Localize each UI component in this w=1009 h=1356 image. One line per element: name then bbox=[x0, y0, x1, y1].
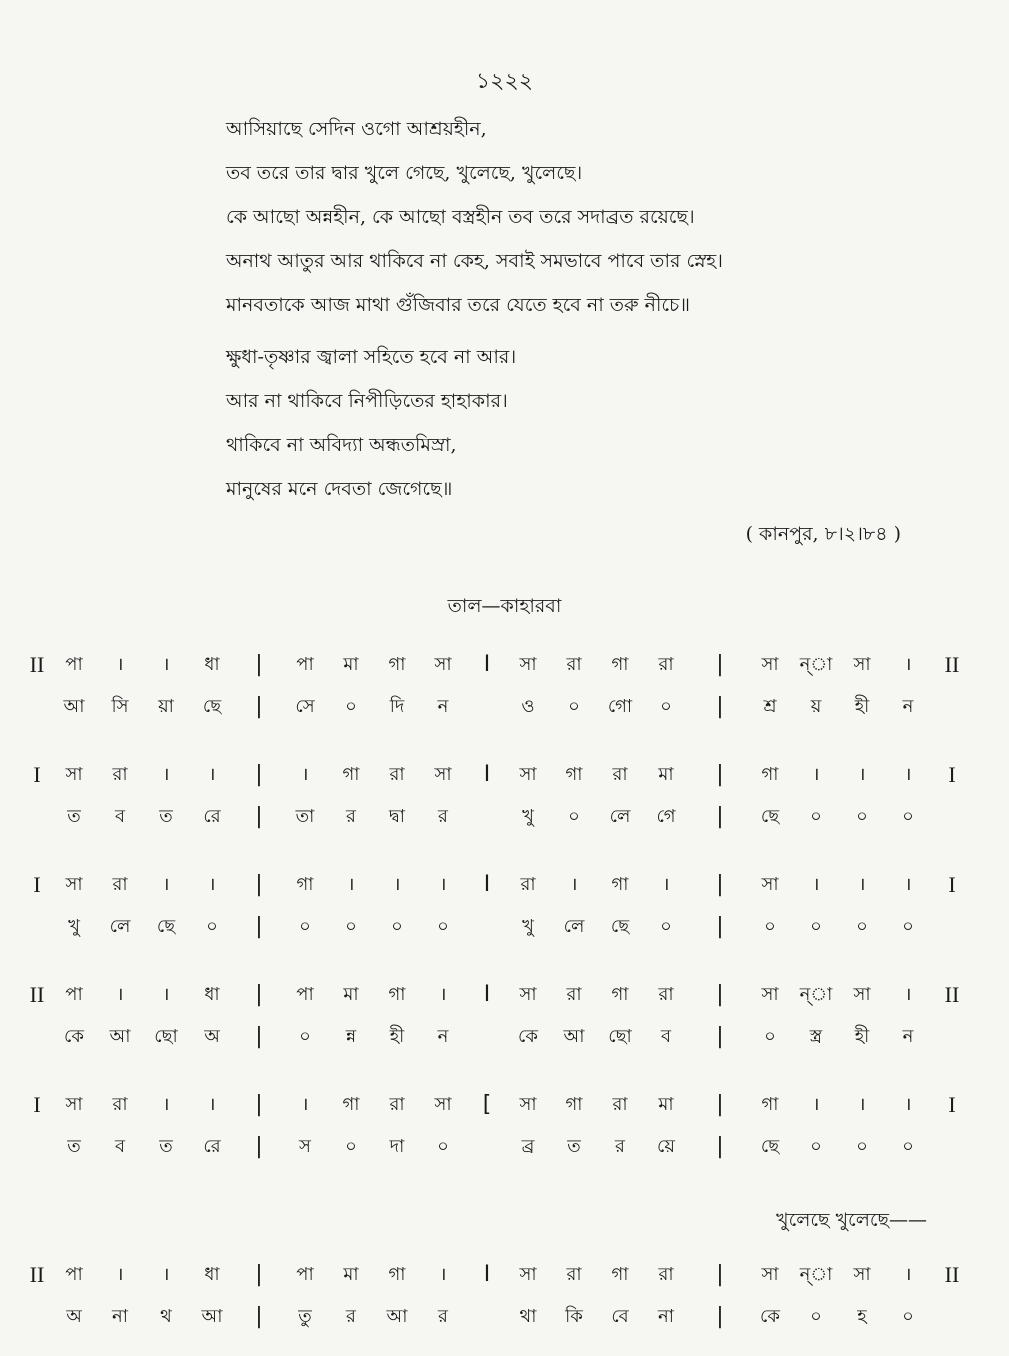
swara-note: রা bbox=[112, 1094, 128, 1115]
row-end-mark: II bbox=[944, 1262, 960, 1287]
poem-line: তব তরে তার দ্বার খুলে গেছে, খুলেছে, খুলেছে। bbox=[226, 162, 583, 184]
bar-separator: | bbox=[255, 1024, 263, 1049]
swara-note: রা bbox=[566, 1264, 582, 1285]
row-start-mark: I bbox=[33, 1092, 41, 1117]
swara-note: । bbox=[162, 654, 170, 675]
lyric-syllable: ছে bbox=[202, 696, 222, 717]
swara-row bbox=[0, 865, 1009, 905]
swara-note: গা bbox=[611, 1264, 629, 1285]
swara-note: । bbox=[858, 1094, 866, 1115]
swara-note: । bbox=[812, 874, 820, 895]
lyric-syllable: ০ bbox=[568, 806, 580, 827]
swara-note: গা bbox=[611, 874, 629, 895]
bar-separator: | bbox=[716, 1134, 724, 1159]
lyric-syllable: র bbox=[346, 806, 356, 827]
swara-note: । bbox=[116, 1264, 124, 1285]
swara-note: পা bbox=[296, 984, 314, 1005]
bar-separator: I bbox=[483, 1262, 491, 1287]
lyric-syllable: ০ bbox=[437, 916, 449, 937]
lyric-syllable: ০ bbox=[391, 916, 403, 937]
bar-separator: | bbox=[716, 872, 724, 897]
lyric-syllable: কি bbox=[565, 1306, 583, 1327]
swara-note: । bbox=[439, 874, 447, 895]
lyric-syllable: ০ bbox=[660, 916, 672, 937]
swara-note: সা bbox=[65, 1094, 83, 1115]
swara-note: । bbox=[904, 874, 912, 895]
swara-note: গা bbox=[388, 654, 406, 675]
lyric-syllable: ন bbox=[437, 696, 449, 717]
lyric-syllable: দ্বা bbox=[389, 806, 405, 827]
lyric-row bbox=[0, 687, 1009, 727]
swara-note: গা bbox=[761, 1094, 779, 1115]
swara-note: । bbox=[904, 1264, 912, 1285]
lyric-syllable: ছো bbox=[154, 1026, 178, 1047]
lyric-syllable: থা bbox=[519, 1306, 537, 1327]
bar-separator: | bbox=[716, 914, 724, 939]
bar-separator: | bbox=[716, 1092, 724, 1117]
swara-note: ন্া bbox=[799, 1264, 833, 1285]
lyric-syllable: হী bbox=[854, 1026, 870, 1047]
swara-row bbox=[0, 1255, 1009, 1295]
lyric-syllable: য়া bbox=[158, 696, 174, 717]
lyric-syllable: ০ bbox=[810, 806, 822, 827]
swara-note: মা bbox=[658, 764, 674, 785]
lyric-syllable: আ bbox=[109, 1026, 131, 1047]
swara-note: রা bbox=[112, 874, 128, 895]
lyric-syllable: ০ bbox=[902, 1306, 914, 1327]
bar-separator: | bbox=[716, 1024, 724, 1049]
lyric-syllable: দি bbox=[389, 696, 405, 717]
swara-note: । bbox=[904, 654, 912, 675]
notation-block bbox=[0, 1085, 1009, 1175]
lyric-syllable: ন bbox=[437, 1026, 449, 1047]
lyric-syllable: ০ bbox=[345, 696, 357, 717]
swara-note: পা bbox=[65, 654, 83, 675]
swara-note: রা bbox=[112, 764, 128, 785]
lyric-syllable: হ bbox=[857, 1306, 867, 1327]
lyric-syllable: ছে bbox=[156, 916, 176, 937]
swara-note: সা bbox=[761, 654, 779, 675]
lyric-syllable: ০ bbox=[810, 916, 822, 937]
lyric-syllable: খু bbox=[522, 916, 534, 937]
swara-note: । bbox=[162, 874, 170, 895]
swara-note: ধা bbox=[204, 1264, 220, 1285]
bar-separator: | bbox=[255, 872, 263, 897]
lyric-syllable: ত bbox=[67, 806, 81, 827]
lyric-row bbox=[0, 797, 1009, 837]
lyric-syllable: ০ bbox=[810, 1136, 822, 1157]
swara-note: মা bbox=[343, 984, 359, 1005]
lyric-syllable: ০ bbox=[345, 1136, 357, 1157]
swara-note: সা bbox=[519, 1094, 537, 1115]
swara-note: । bbox=[162, 764, 170, 785]
bar-separator: | bbox=[255, 762, 263, 787]
row-start-mark: II bbox=[29, 652, 45, 677]
bar-separator: I bbox=[483, 982, 491, 1007]
lyric-syllable: তু bbox=[298, 1306, 312, 1327]
lyric-syllable: ছে bbox=[610, 916, 630, 937]
swara-note: মা bbox=[343, 654, 359, 675]
lyric-syllable: না bbox=[658, 1306, 674, 1327]
swara-note: সা bbox=[761, 1264, 779, 1285]
swara-row bbox=[0, 645, 1009, 685]
lyric-syllable: থ bbox=[160, 1306, 172, 1327]
lyric-syllable: ০ bbox=[902, 806, 914, 827]
lyric-syllable: ও bbox=[521, 696, 535, 717]
swara-note: । bbox=[858, 764, 866, 785]
swara-note: । bbox=[208, 874, 216, 895]
poem-line: অনাথ আতুর আর থাকিবে না কেহ, সবাই সমভাবে পাবে তার স্নেহ। bbox=[226, 250, 723, 272]
swara-note: সা bbox=[434, 654, 452, 675]
lyric-syllable: ন bbox=[902, 696, 914, 717]
bar-separator: I bbox=[483, 762, 491, 787]
swara-note: । bbox=[904, 1094, 912, 1115]
lyric-syllable: তা bbox=[295, 806, 315, 827]
swara-note: গা bbox=[761, 764, 779, 785]
swara-note: । bbox=[208, 764, 216, 785]
lyric-syllable: ব্র bbox=[521, 1136, 535, 1157]
lyric-syllable: ০ bbox=[902, 916, 914, 937]
swara-note: রা bbox=[520, 874, 536, 895]
bar-separator: | bbox=[716, 982, 724, 1007]
swara-note: ন্া bbox=[799, 654, 833, 675]
poem-line: আর না থাকিবে নিপীড়িতের হাহাকার। bbox=[226, 390, 508, 412]
bar-separator: | bbox=[255, 914, 263, 939]
swara-row bbox=[0, 975, 1009, 1015]
swara-note: । bbox=[439, 984, 447, 1005]
swara-note: পা bbox=[296, 1264, 314, 1285]
swara-note: । bbox=[439, 1264, 447, 1285]
swara-note: রা bbox=[566, 984, 582, 1005]
lyric-syllable: ছো bbox=[608, 1026, 632, 1047]
lyric-row bbox=[0, 907, 1009, 947]
swara-row bbox=[0, 755, 1009, 795]
bar-separator: | bbox=[255, 1134, 263, 1159]
lyric-syllable: আ bbox=[563, 1026, 585, 1047]
swara-note: । bbox=[570, 874, 578, 895]
place-date: ( কানপুর, ৮।২।৮৪ ) bbox=[745, 523, 901, 545]
swara-note: গা bbox=[296, 874, 314, 895]
lyric-syllable: লে bbox=[563, 916, 585, 937]
row-end-mark: II bbox=[944, 982, 960, 1007]
swara-note: । bbox=[904, 764, 912, 785]
swara-note: সা bbox=[853, 654, 871, 675]
lyric-syllable: হী bbox=[854, 696, 870, 717]
lyric-syllable: হী bbox=[389, 1026, 405, 1047]
row-end-mark: I bbox=[948, 1092, 956, 1117]
swara-note: সা bbox=[761, 984, 779, 1005]
page-number: ১২২২ bbox=[475, 69, 534, 94]
swara-note: । bbox=[162, 984, 170, 1005]
swara-note: গা bbox=[611, 984, 629, 1005]
swara-note: গা bbox=[565, 764, 583, 785]
row-end-mark: I bbox=[948, 762, 956, 787]
lyric-syllable: দা bbox=[389, 1136, 405, 1157]
lyric-syllable: সি bbox=[111, 696, 129, 717]
lyric-syllable: কে bbox=[760, 1306, 780, 1327]
lyric-syllable: স bbox=[299, 1136, 311, 1157]
lyric-syllable: ত bbox=[159, 806, 173, 827]
poem bbox=[226, 118, 876, 522]
swara-note: । bbox=[393, 874, 401, 895]
lyric-syllable: ন্ন bbox=[345, 1026, 357, 1047]
swara-note: সা bbox=[519, 654, 537, 675]
lyric-syllable: খু bbox=[68, 916, 80, 937]
bar-separator: | bbox=[716, 1304, 724, 1329]
swara-note: গা bbox=[342, 1094, 360, 1115]
swara-note: । bbox=[301, 1094, 309, 1115]
lyric-syllable: রে bbox=[203, 1136, 221, 1157]
bar-separator: | bbox=[716, 762, 724, 787]
lyric-syllable: স্ত্র bbox=[809, 1026, 823, 1047]
bar-separator: | bbox=[716, 804, 724, 829]
bar-separator: | bbox=[255, 652, 263, 677]
lyric-syllable: ০ bbox=[299, 1026, 311, 1047]
swara-note: রা bbox=[658, 654, 674, 675]
lyric-syllable: কে bbox=[518, 1026, 538, 1047]
lyric-syllable: ব bbox=[114, 806, 126, 827]
lyric-syllable: ত bbox=[159, 1136, 173, 1157]
swara-note: । bbox=[301, 764, 309, 785]
lyric-syllable: র bbox=[346, 1306, 356, 1327]
swara-note: রা bbox=[389, 1094, 405, 1115]
notation-block bbox=[0, 865, 1009, 955]
swara-note: পা bbox=[65, 984, 83, 1005]
lyric-syllable: য়ে bbox=[657, 1136, 675, 1157]
lyric-syllable: কে bbox=[64, 1026, 84, 1047]
poem-line: ক্ষুধা-তৃষ্ণার জ্বালা সহিতে হবে না আর। bbox=[226, 346, 517, 368]
bar-separator: | bbox=[255, 1262, 263, 1287]
poem-line: কে আছো অন্নহীন, কে আছো বস্ত্রহীন তব তরে সদাব্রত রয়েছে। bbox=[226, 206, 695, 228]
lyric-syllable: ০ bbox=[206, 916, 218, 937]
poem-line: মানুষের মনে দেবতা জেগেছে॥ bbox=[226, 478, 453, 500]
refrain-note: খুলেছে খুলেছে—— bbox=[776, 1209, 927, 1231]
bar-separator: [ bbox=[482, 1092, 492, 1117]
row-start-mark: II bbox=[29, 1262, 45, 1287]
swara-note: রা bbox=[658, 984, 674, 1005]
lyric-syllable: ০ bbox=[299, 916, 311, 937]
lyric-syllable: না bbox=[112, 1306, 128, 1327]
bar-separator: | bbox=[716, 652, 724, 677]
swara-note: । bbox=[116, 984, 124, 1005]
lyric-syllable: ছে bbox=[760, 1136, 780, 1157]
swara-row bbox=[0, 1085, 1009, 1125]
notation-block bbox=[0, 755, 1009, 845]
lyric-row bbox=[0, 1297, 1009, 1337]
lyric-syllable: ত bbox=[567, 1136, 581, 1157]
bar-separator: I bbox=[483, 872, 491, 897]
swara-note: । bbox=[162, 1094, 170, 1115]
bar-separator: | bbox=[255, 1092, 263, 1117]
swara-note: রা bbox=[658, 1264, 674, 1285]
swara-note: সা bbox=[65, 874, 83, 895]
lyric-syllable: ০ bbox=[764, 1026, 776, 1047]
lyric-syllable: গো bbox=[607, 696, 633, 717]
row-end-mark: I bbox=[948, 872, 956, 897]
swara-note: । bbox=[662, 874, 670, 895]
swara-note: পা bbox=[65, 1264, 83, 1285]
lyric-syllable: ছে bbox=[760, 806, 780, 827]
swara-note: সা bbox=[519, 984, 537, 1005]
lyric-syllable: য় bbox=[810, 696, 822, 717]
lyric-syllable: র bbox=[438, 806, 448, 827]
swara-note: রা bbox=[389, 764, 405, 785]
swara-note: । bbox=[347, 874, 355, 895]
swara-note: । bbox=[162, 1264, 170, 1285]
lyric-row bbox=[0, 1017, 1009, 1057]
bar-separator: | bbox=[255, 694, 263, 719]
lyric-syllable: আ bbox=[201, 1306, 223, 1327]
notation-block bbox=[0, 975, 1009, 1065]
row-start-mark: II bbox=[29, 982, 45, 1007]
lyric-syllable: র bbox=[615, 1136, 625, 1157]
lyric-syllable: বে bbox=[611, 1306, 629, 1327]
bar-separator: | bbox=[255, 1304, 263, 1329]
lyric-syllable: ব bbox=[660, 1026, 672, 1047]
swara-note: গা bbox=[611, 654, 629, 675]
poem-line: থাকিবে না অবিদ্যা অন্ধতমিস্রা, bbox=[226, 434, 457, 456]
swara-note: । bbox=[208, 1094, 216, 1115]
lyric-syllable: শ্র bbox=[763, 696, 777, 717]
swara-note: গা bbox=[342, 764, 360, 785]
lyric-syllable: ন bbox=[902, 1026, 914, 1047]
row-start-mark: I bbox=[33, 872, 41, 897]
swara-note: । bbox=[812, 764, 820, 785]
swara-note: সা bbox=[519, 764, 537, 785]
lyric-syllable: ০ bbox=[810, 1306, 822, 1327]
notation-block bbox=[0, 645, 1009, 735]
bar-separator: | bbox=[716, 694, 724, 719]
row-end-mark: II bbox=[944, 652, 960, 677]
lyric-syllable: ত bbox=[67, 1136, 81, 1157]
swara-note: । bbox=[858, 874, 866, 895]
lyric-syllable: ০ bbox=[856, 806, 868, 827]
lyric-syllable: আ bbox=[386, 1306, 408, 1327]
lyric-syllable: ০ bbox=[764, 916, 776, 937]
lyric-syllable: খু bbox=[522, 806, 534, 827]
notation-block bbox=[0, 1255, 1009, 1345]
swara-note: মা bbox=[343, 1264, 359, 1285]
swara-note: ন্া bbox=[799, 984, 833, 1005]
bar-separator: | bbox=[255, 982, 263, 1007]
swara-note: ধা bbox=[204, 984, 220, 1005]
bar-separator: | bbox=[716, 1262, 724, 1287]
lyric-syllable: আ bbox=[63, 696, 85, 717]
lyric-syllable: র bbox=[438, 1306, 448, 1327]
swara-note: । bbox=[904, 984, 912, 1005]
lyric-syllable: লে bbox=[609, 806, 631, 827]
swara-note: সা bbox=[65, 764, 83, 785]
row-start-mark: I bbox=[33, 762, 41, 787]
swara-note: গা bbox=[565, 1094, 583, 1115]
swara-note: সা bbox=[519, 1264, 537, 1285]
swara-note: গা bbox=[388, 984, 406, 1005]
lyric-syllable: অ bbox=[66, 1306, 82, 1327]
swara-note: সা bbox=[853, 1264, 871, 1285]
swara-note: সা bbox=[853, 984, 871, 1005]
lyric-syllable: রে bbox=[203, 806, 221, 827]
swara-note: রা bbox=[566, 654, 582, 675]
swara-note: রা bbox=[612, 1094, 628, 1115]
lyric-syllable: ০ bbox=[856, 916, 868, 937]
swara-note: ধা bbox=[204, 654, 220, 675]
lyric-syllable: ব bbox=[114, 1136, 126, 1157]
poem-line: মানবতাকে আজ মাথা গুঁজিবার তরে যেতে হবে না তরু নীচে॥ bbox=[226, 294, 691, 316]
lyric-syllable: গে bbox=[656, 806, 676, 827]
poem-line: আসিয়াছে সেদিন ওগো আশ্রয়হীন, bbox=[226, 118, 487, 140]
lyric-syllable: ০ bbox=[345, 916, 357, 937]
lyric-syllable: ০ bbox=[568, 696, 580, 717]
lyric-row bbox=[0, 1127, 1009, 1167]
swara-note: । bbox=[116, 654, 124, 675]
swara-note: মা bbox=[658, 1094, 674, 1115]
bar-separator: | bbox=[255, 804, 263, 829]
lyric-syllable: ০ bbox=[437, 1136, 449, 1157]
lyric-syllable: ০ bbox=[660, 696, 672, 717]
swara-note: সা bbox=[434, 1094, 452, 1115]
bar-separator: I bbox=[483, 652, 491, 677]
swara-note: সা bbox=[761, 874, 779, 895]
swara-note: । bbox=[812, 1094, 820, 1115]
lyric-syllable: লে bbox=[109, 916, 131, 937]
swara-note: পা bbox=[296, 654, 314, 675]
lyric-syllable: ০ bbox=[856, 1136, 868, 1157]
swara-note: গা bbox=[388, 1264, 406, 1285]
swara-note: রা bbox=[612, 764, 628, 785]
lyric-syllable: সে bbox=[295, 696, 315, 717]
lyric-syllable: ০ bbox=[902, 1136, 914, 1157]
tala-heading: তাল—কাহারবা bbox=[447, 595, 562, 617]
lyric-syllable: অ bbox=[204, 1026, 220, 1047]
swara-note: সা bbox=[434, 764, 452, 785]
